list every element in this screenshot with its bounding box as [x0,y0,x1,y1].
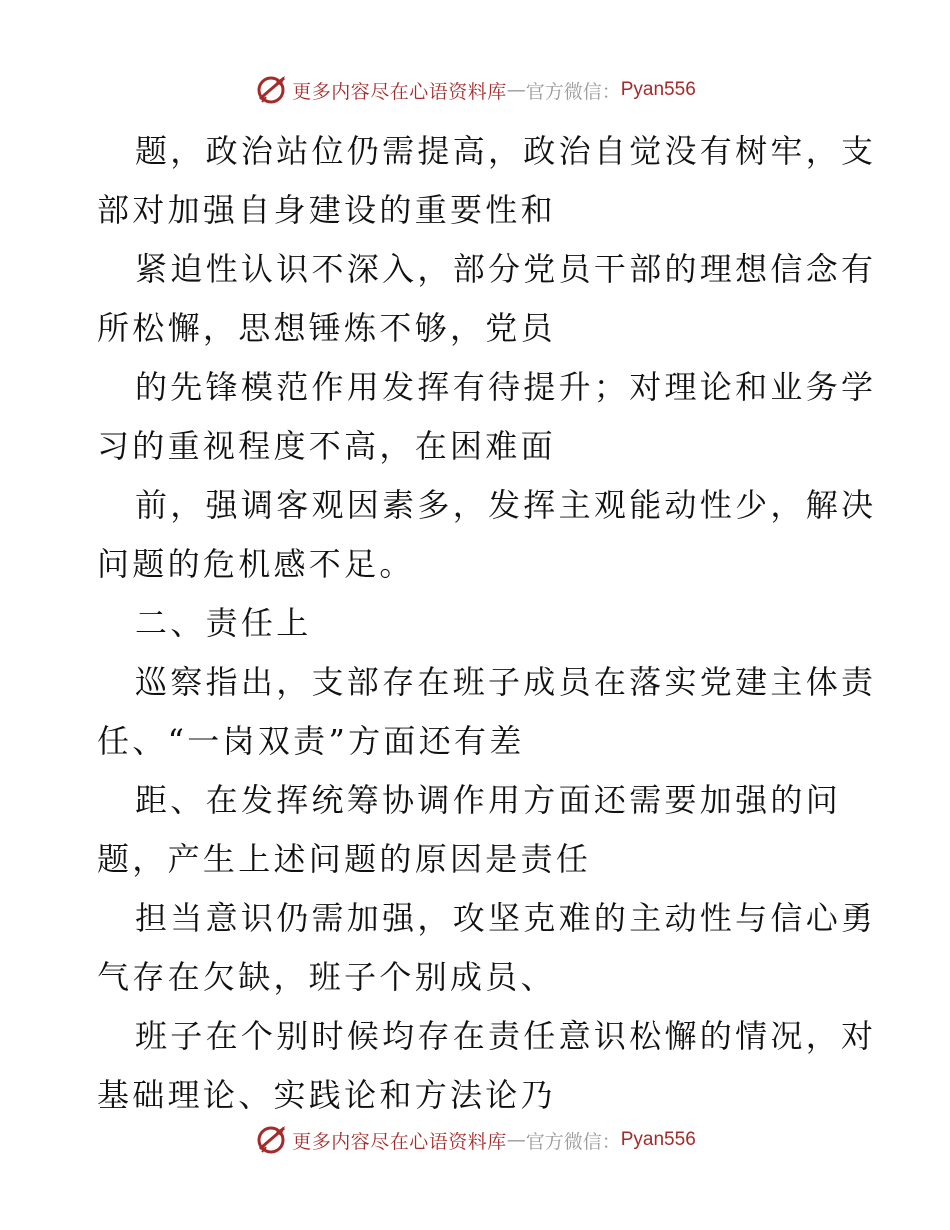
body-text-line: 担当意识仍需加强，攻坚克难的主动性与信心勇 [135,899,877,937]
body-text-line: 巡察指出，支部存在班子成员在落实党建主体责 [135,663,877,701]
watermark-dash: — [506,1129,526,1151]
body-text-line: 气存在欠缺，班子个别成员、 [97,958,556,996]
body-text-line: 所松懈，思想锤炼不够，党员 [97,309,556,347]
watermark-contact-label: 官方微信： [525,80,621,103]
body-text-line: 任、“一岗双责”方面还有差 [97,722,525,760]
body-text-line: 距、在发挥统筹协调作用方面还需要加强的问 [135,781,842,819]
body-text-line: 题，政治站位仍需提高，政治自觉没有树牢，支 [135,132,877,170]
watermark-dash: — [506,79,526,101]
watermark-contact-label: 官方微信： [525,1130,621,1153]
watermark-banner-top [0,70,950,110]
body-text-line: 班子在个别时候均存在责任意识松懈的情况，对 [135,1017,877,1055]
quill-ribbon-logo-icon [254,1123,288,1157]
body-text-line: 习的重视程度不高，在困难面 [97,427,556,465]
watermark-contact-id: Pyan556 [620,1129,696,1150]
body-text-line: 紧迫性认识不深入，部分党员干部的理想信念有 [135,250,877,288]
body-text-line: 前，强调客观因素多，发挥主观能动性少，解决 [135,486,877,524]
watermark-banner-bottom [0,1120,950,1160]
watermark-site-text: 更多内容尽在心语资料库 [292,80,507,103]
document-body [97,122,877,1125]
body-text-line: 二、责任上 [135,604,312,642]
body-text-line: 的先锋模范作用发挥有待提升；对理论和业务学 [135,368,877,406]
body-text-line: 部对加强自身建设的重要性和 [97,191,556,229]
body-text-line: 基础理论、实践论和方法论乃 [97,1076,556,1114]
body-text-line: 题，产生上述问题的原因是责任 [97,840,592,878]
watermark-site-text: 更多内容尽在心语资料库 [292,1130,507,1153]
quill-ribbon-logo-icon [254,73,288,107]
watermark-contact-id: Pyan556 [620,79,696,100]
body-text-line: 问题的危机感不足。 [97,545,415,583]
